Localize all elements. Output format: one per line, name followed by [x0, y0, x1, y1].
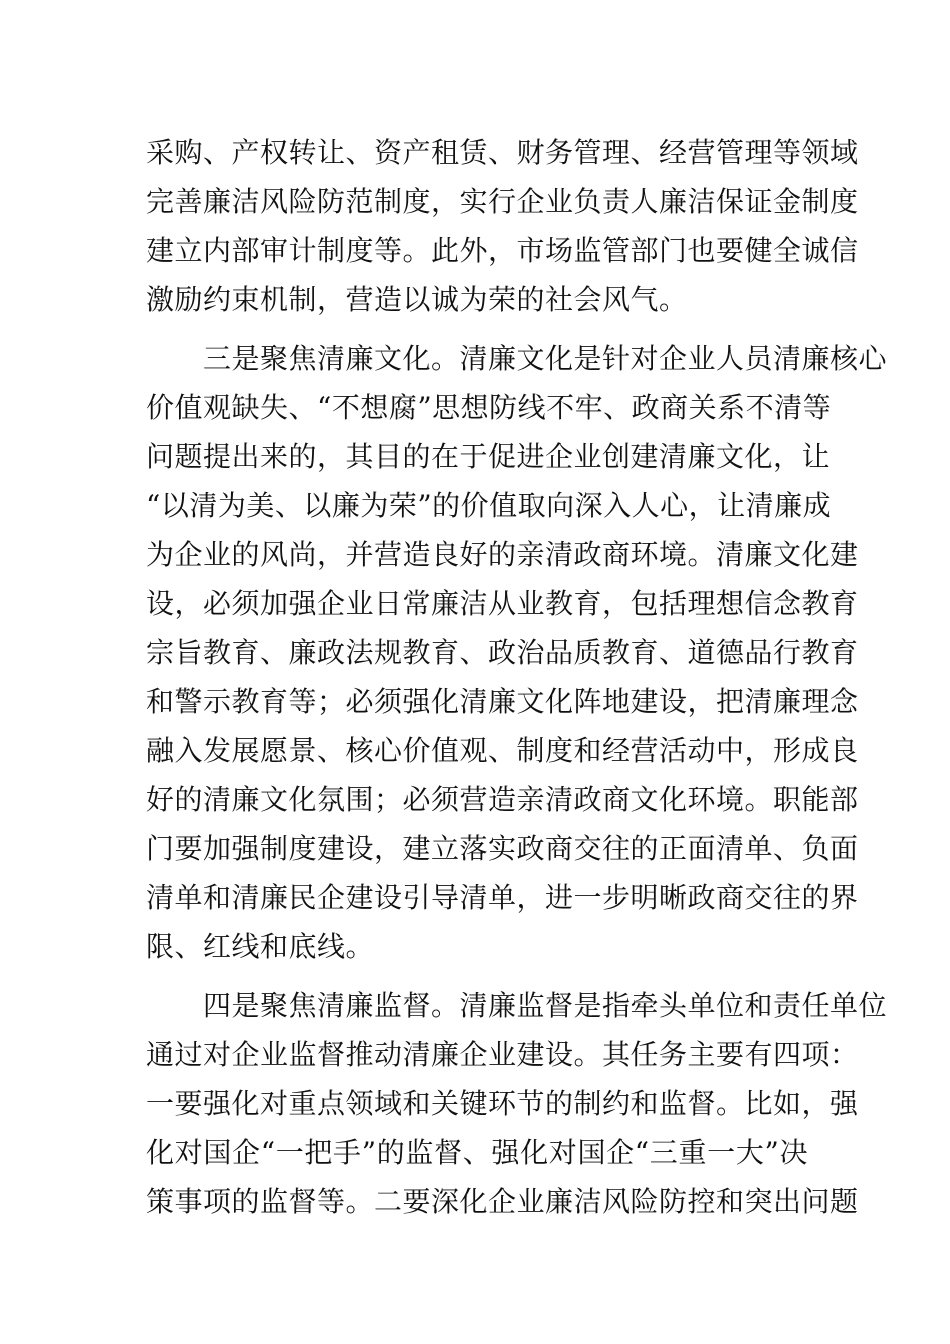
text-line: 采购、产权转让、资产租赁、财务管理、经营管理等领域 — [146, 136, 859, 169]
text-line: “以清为美、以廉为荣”的价值取向深入人心，让清廉成 — [146, 489, 832, 522]
text-line: 激励约束机制，营造以诚为荣的社会风气。 — [146, 283, 688, 316]
text-line: 建立内部审计制度等。此外，市场监管部门也要健全诚信 — [146, 234, 859, 267]
text-line: 和警示教育等；必须强化清廉文化阵地建设，把清廉理念 — [146, 685, 859, 718]
paragraph-gap — [146, 324, 808, 334]
text-line: 宗旨教育、廉政法规教育、政治品质教育、道德品行教育 — [146, 636, 859, 669]
text-line: 化对国企“一把手”的监督、强化对国企“三重一大”决 — [146, 1136, 808, 1169]
text-line: 一要强化对重点领域和关键环节的制约和监督。比如，强 — [146, 1087, 859, 1120]
text-line: 完善廉洁风险防范制度，实行企业负责人廉洁保证金制度 — [146, 185, 859, 218]
text-line: 通过对企业监督推动清廉企业建设。其任务主要有四项： — [146, 1038, 859, 1071]
text-line: 限、红线和底线。 — [146, 930, 375, 963]
text-line: 策事项的监督等。二要深化企业廉洁风险防控和突出问题 — [146, 1185, 859, 1218]
paragraph-gap — [146, 971, 808, 981]
paragraph-procurement-systems — [146, 128, 859, 324]
text-line: 门要加强制度建设，建立落实政商交往的正面清单、负面 — [146, 832, 859, 865]
text-line: 融入发展愿景、核心价值观、制度和经营活动中，形成良 — [146, 734, 859, 767]
text-line: 三是聚焦清廉文化。清廉文化是针对企业人员清廉核心 — [146, 342, 888, 375]
text-line: 设，必须加强企业日常廉洁从业教育，包括理想信念教育 — [146, 587, 859, 620]
paragraph-clean-supervision — [146, 981, 888, 1226]
text-line: 为企业的风尚，并营造良好的亲清政商环境。清廉文化建 — [146, 538, 859, 571]
text-line: 好的清廉文化氛围；必须营造亲清政商文化环境。职能部 — [146, 783, 859, 816]
body-text — [146, 128, 888, 1226]
text-line: 四是聚焦清廉监督。清廉监督是指牵头单位和责任单位 — [146, 989, 888, 1022]
text-line: 问题提出来的，其目的在于促进企业创建清廉文化，让 — [146, 440, 831, 473]
text-line: 清单和清廉民企建设引导清单，进一步明晰政商交往的界 — [146, 881, 859, 914]
text-line: 价值观缺失、“不想腐”思想防线不牢、政商关系不清等 — [146, 391, 832, 424]
paragraph-clean-culture — [146, 334, 888, 971]
